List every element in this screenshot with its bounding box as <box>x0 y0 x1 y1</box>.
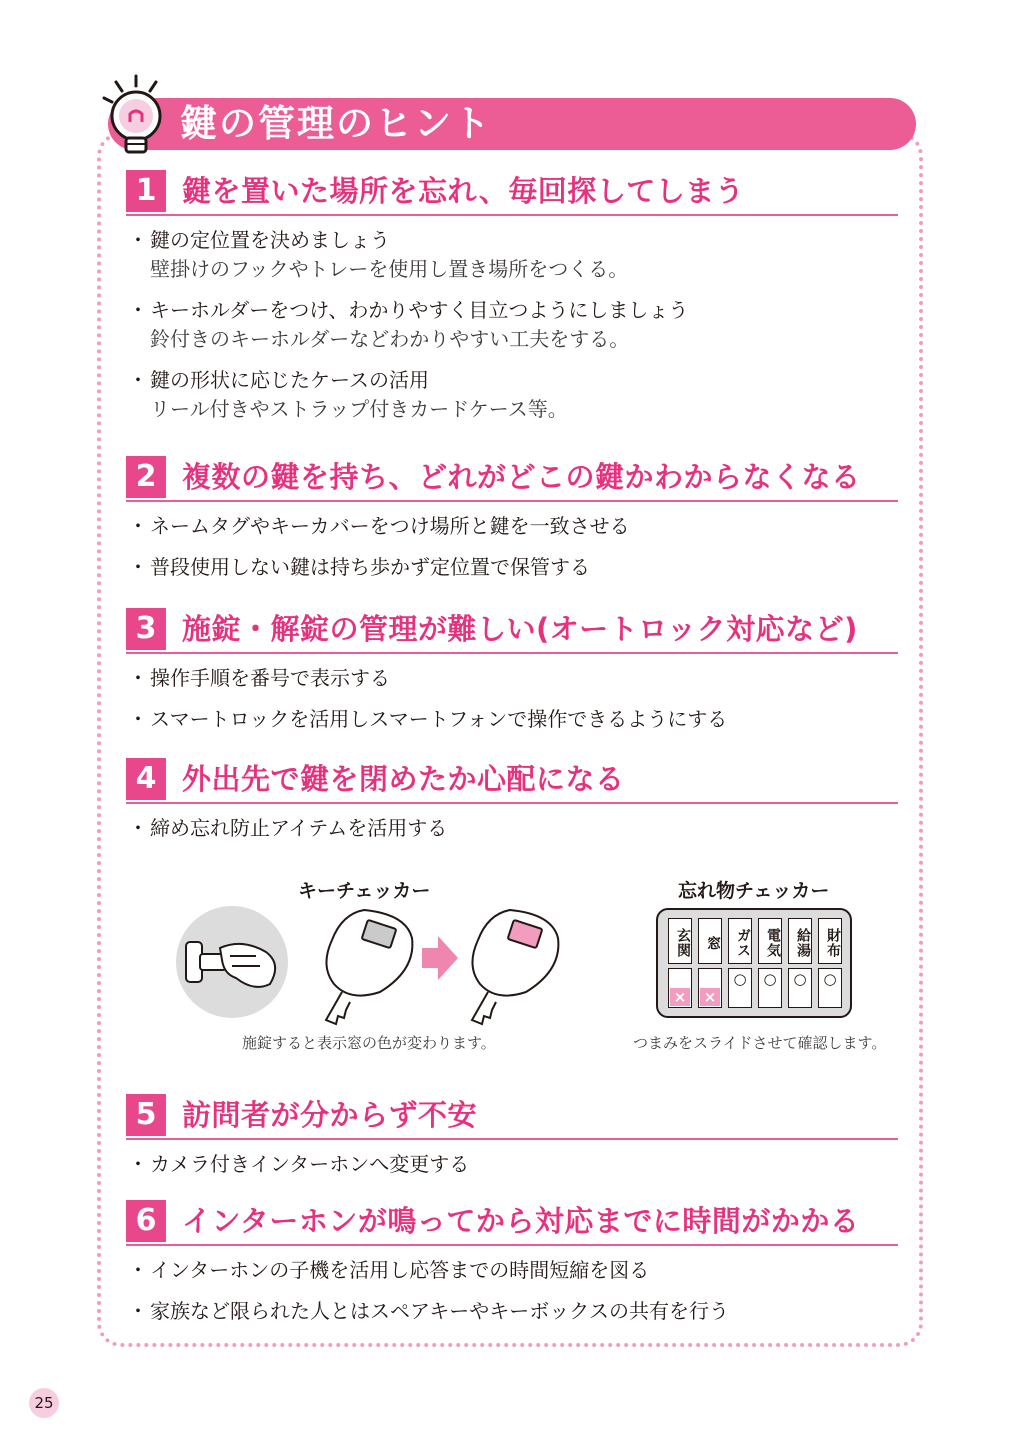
list-item <box>126 553 898 582</box>
section-header <box>126 1200 898 1246</box>
section-number: 5 <box>126 1094 166 1136</box>
section-2 <box>126 456 898 582</box>
section-header <box>126 758 898 804</box>
section-title: 鍵を置いた場所を忘れ、毎回探してしまう <box>182 174 745 208</box>
checker-label: 電気 <box>758 918 782 964</box>
item-text: 鍵の形状に応じたケースの活用 <box>150 368 429 392</box>
section-number: 1 <box>126 170 166 212</box>
checker-slider[interactable] <box>758 968 782 1008</box>
item-text: キーホルダーをつけ、わかりやすく目立つようにしましょう <box>150 298 689 322</box>
section-title: インターホンが鳴ってから対応までに時間がかかる <box>182 1204 860 1238</box>
checker-state: × <box>700 988 720 1006</box>
section-header <box>126 456 898 502</box>
list-item <box>126 366 898 424</box>
section-header <box>126 170 898 216</box>
list-item <box>126 296 898 354</box>
checker-state: ○ <box>733 970 747 988</box>
section-number: 3 <box>126 608 166 650</box>
item-text: 締め忘れ防止アイテムを活用する <box>150 816 448 840</box>
checker-slider[interactable] <box>668 968 692 1008</box>
lightbulb-icon <box>96 72 176 158</box>
item-text: カメラ付きインターホンへ変更する <box>150 1152 470 1176</box>
section-header <box>126 608 898 654</box>
section-5 <box>126 1094 898 1179</box>
section-number: 2 <box>126 456 166 498</box>
section-title: 訪問者が分からず不安 <box>182 1098 478 1132</box>
section-title: 外出先で鍵を閉めたか心配になる <box>182 762 625 796</box>
item-text: ネームタグやキーカバーをつけ場所と鍵を一致させる <box>150 514 630 538</box>
checker-state: × <box>670 988 690 1006</box>
section-number: 6 <box>126 1200 166 1242</box>
section-4 <box>126 758 898 843</box>
forget-checker-title: 忘れ物チェッカー <box>678 880 830 902</box>
list-item <box>126 814 898 843</box>
checker-slider[interactable] <box>818 968 842 1008</box>
key-checker-title: キーチェッカー <box>298 880 431 902</box>
checker-label: ガス <box>728 918 752 964</box>
checker-state: ○ <box>823 970 837 988</box>
forget-checker-panel <box>656 908 852 1018</box>
item-description: 鈴付きのキーホルダーなどわかりやすい工夫をする。 <box>150 327 630 351</box>
checker-state: ○ <box>763 970 777 988</box>
forget-checker-caption: つまみをスライドさせて確認します。 <box>633 1034 887 1052</box>
list-item <box>126 1297 898 1326</box>
item-text: 鍵の定位置を決めましょう <box>150 228 390 252</box>
item-text: 普段使用しない鍵は持ち歩かず定位置で保管する <box>150 555 590 579</box>
list-item <box>126 664 898 693</box>
list-item <box>126 1150 898 1179</box>
list-item <box>126 512 898 541</box>
item-description: 壁掛けのフックやトレーを使用し置き場所をつくる。 <box>150 257 629 281</box>
key-locked-icon <box>472 910 558 1024</box>
item-text: 操作手順を番号で表示する <box>150 666 390 690</box>
key-unlocked-icon <box>326 910 412 1024</box>
checker-label: 給湯 <box>788 918 812 964</box>
item-text: インターホンの子機を活用し応答までの時間短縮を図る <box>150 1258 650 1282</box>
key-checker-caption: 施錠すると表示窓の色が変わります。 <box>242 1034 496 1052</box>
section-1 <box>126 170 898 424</box>
section-title: 施錠・解錠の管理が難しい(オートロック対応など) <box>182 612 858 646</box>
page-title: 鍵の管理のヒント <box>180 102 492 145</box>
list-item <box>126 1256 898 1285</box>
arrow-right-icon <box>422 936 458 980</box>
checker-slider[interactable] <box>788 968 812 1008</box>
list-item <box>126 705 898 734</box>
checker-state: ○ <box>793 970 807 988</box>
checker-label: 玄関 <box>668 918 692 964</box>
checker-slider[interactable] <box>728 968 752 1008</box>
section-6 <box>126 1200 898 1326</box>
section-number: 4 <box>126 758 166 800</box>
key-checker-illustration <box>170 900 560 1030</box>
section-title: 複数の鍵を持ち、どれがどこの鍵かわからなくなる <box>182 460 861 494</box>
section-3 <box>126 608 898 734</box>
door-lock-icon <box>176 906 288 1018</box>
section-header <box>126 1094 898 1140</box>
checker-label: 窓 <box>698 918 722 964</box>
item-text: スマートロックを活用しスマートフォンで操作できるようにする <box>150 707 728 731</box>
checker-label: 財布 <box>818 918 842 964</box>
list-item <box>126 226 898 284</box>
item-text: 家族など限られた人とはスペアキーやキーボックスの共有を行う <box>150 1299 729 1323</box>
item-description: リール付きやストラップ付きカードケース等。 <box>150 397 568 421</box>
page-number: 25 <box>29 1388 59 1418</box>
checker-slider[interactable] <box>698 968 722 1008</box>
